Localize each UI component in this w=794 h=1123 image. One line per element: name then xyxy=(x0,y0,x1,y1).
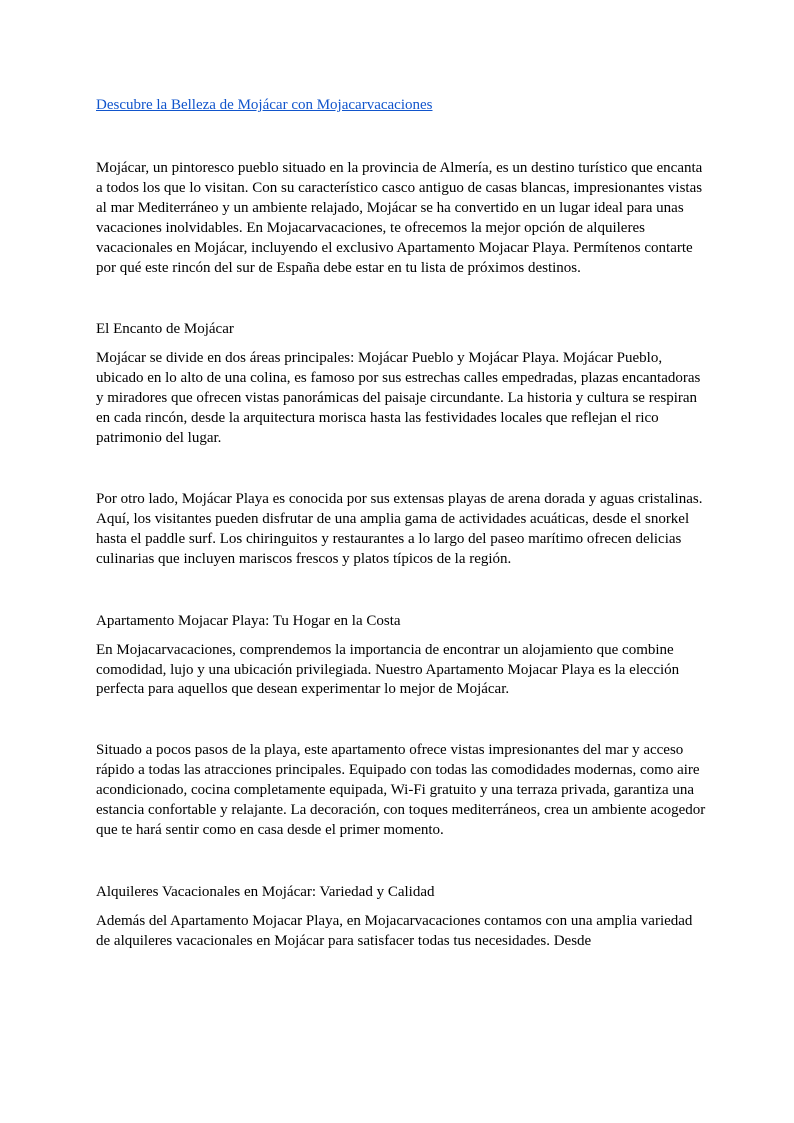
intro-paragraph: Mojácar, un pintoresco pueblo situado en la provincia de Almería, es un destino turístico que encanta a todos los que lo visitan. Con su característico casco antiguo de casas blancas, impresionantes vistas al mar Mediterráneo y un ambiente relajado, Mojácar se ha convertido en un lugar ideal para unas vacaciones inolvidables. En Mojacarvacaciones, te ofrecemos la mejor opción de alquileres vacacionales en Mojácar, incluyendo el exclusivo Apartamento Mojacar Playa. Permítenos contarte por qué este rincón del sur de España debe estar en tu lista de próximos destinos. xyxy=(96,160,703,276)
paragraph-apartamento-1: En Mojacarvacaciones, comprendemos la importancia de encontrar un alojamiento que combine comodidad, lujo y una ubicación privilegiada. Nuestro Apartamento Mojacar Playa es la elección perfecta para aquellos que desean experimentar lo mejor de Mojácar. xyxy=(96,641,680,698)
section-heading-apartamento: Apartamento Mojacar Playa: Tu Hogar en la Costa xyxy=(96,612,401,629)
paragraph-encanto-1: Mojácar se divide en dos áreas principales: Mojácar Pueblo y Mojácar Playa. Mojácar Pueblo, ubicado en lo alto de una colina, es famoso por sus estrechas calles empedradas, plazas encantadoras y miradores que ofrecen vistas panorámicas del paisaje circundante. La historia y cultura se respiran en cada rincón, desde la arquitectura morisca hasta las festividades locales que reflejan el rico patrimonio del lugar. xyxy=(96,350,701,447)
section-heading-alquileres: Alquileres Vacacionales en Mojácar: Variedad y Calidad xyxy=(96,883,435,900)
paragraph-apartamento-2: Situado a pocos pasos de la playa, este apartamento ofrece vistas impresionantes del mar y acceso rápido a todas las atracciones principales. Equipado con todas las comodidades modernas, como aire acondicionado, cocina completamente equipada, Wi-Fi gratuito y una terraza privada, garantiza una estancia confortable y relajante. La decoración, con toques mediterráneos, crea un ambiente acogedor que te hará sentir como en casa desde el primer momento. xyxy=(96,742,706,838)
title-link[interactable]: Descubre la Belleza de Mojácar con Mojacarvacaciones xyxy=(96,97,433,113)
section-heading-encanto: El Encanto de Mojácar xyxy=(96,321,234,338)
paragraph-alquileres-1: Además del Apartamento Mojacar Playa, en Mojacarvacaciones contamos con una amplia variedad de alquileres vacacionales en Mojácar para satisfacer todas tus necesidades. Desde xyxy=(96,912,693,949)
paragraph-encanto-2: Por otro lado, Mojácar Playa es conocida por sus extensas playas de arena dorada y aguas cristalinas. Aquí, los visitantes pueden disfrutar de una amplia gama de actividades acuáticas, desde el snorkel hasta el paddle surf. Los chiringuitos y restaurantes a lo largo del paseo marítimo ofrecen delicias culinarias que incluyen mariscos frescos y platos típicos de la región. xyxy=(96,490,703,567)
document-page xyxy=(96,95,706,952)
